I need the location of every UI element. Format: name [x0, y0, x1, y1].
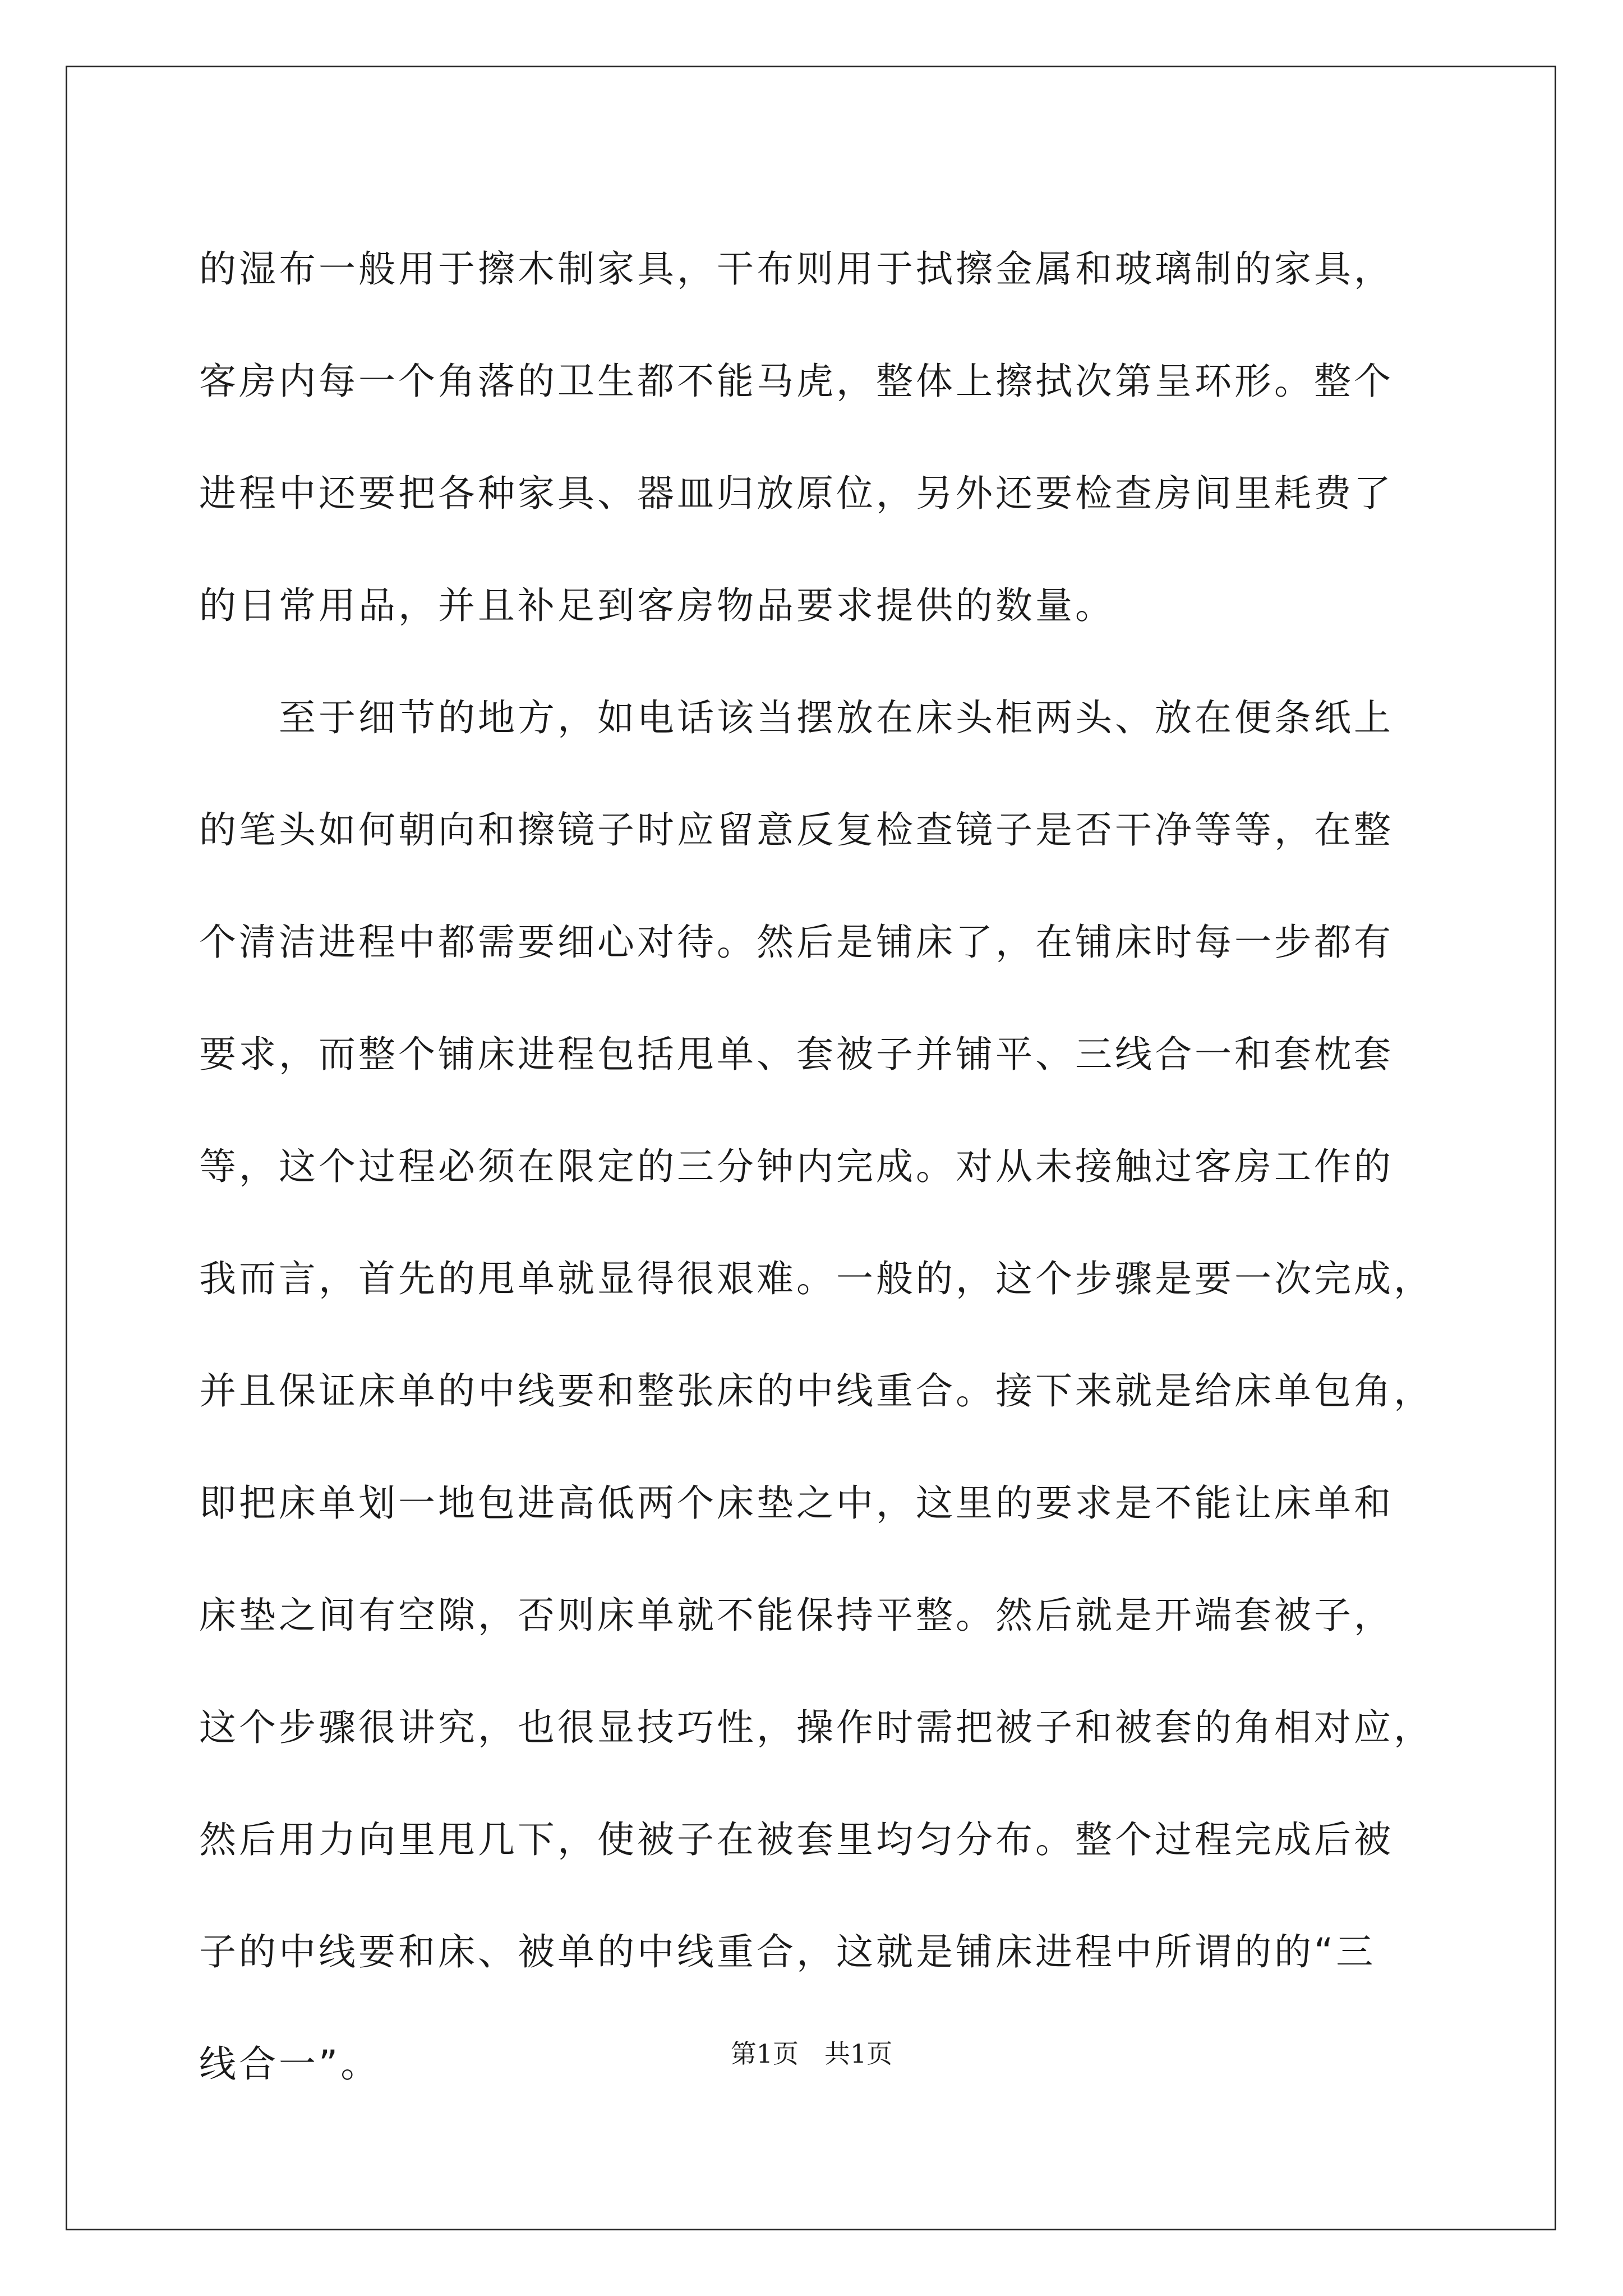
text-line: 的湿布一般用于擦木制家具，干布则用于拭擦金属和玻璃制的家具， [199, 247, 1394, 291]
text-line: 这个步骤很讲究，也很显技巧性，操作时需把被子和被套的角相对应， [199, 1706, 1433, 1749]
text-line: 并且保证床单的中线要和整张床的中线重合。接下来就是给床单包角， [199, 1369, 1433, 1412]
text-line: 的笔头如何朝向和擦镜子时应留意反复检查镜子是否干净等等，在整 [199, 808, 1394, 852]
text-line: 进程中还要把各种家具、器皿归放原位，另外还要检查房间里耗费了 [199, 472, 1394, 515]
text-line: 然后用力向里甩几下，使被子在被套里均匀分布。整个过程完成后被 [199, 1818, 1394, 1861]
text-line: 床垫之间有空隙，否则床单就不能保持平整。然后就是开端套被子， [199, 1594, 1394, 1637]
page-number-footer: 第1页 共1页 [730, 2039, 893, 2069]
text-line: 要求，而整个铺床进程包括甩单、套被子并铺平、三线合一和套枕套 [199, 1033, 1394, 1076]
text-line: 等，这个过程必须在限定的三分钟内完成。对从未接触过客房工作的 [199, 1145, 1394, 1188]
text-line: 线合一”。 [199, 2042, 381, 2086]
text-line: 个清洁进程中都需要细心对待。然后是铺床了，在铺床时每一步都有 [199, 921, 1394, 964]
text-line: 至于细节的地方，如电话该当摆放在床头柜两头、放在便条纸上 [199, 696, 1394, 739]
text-line: 客房内每一个角落的卫生都不能马虎，整体上擦拭次第呈环形。整个 [199, 360, 1394, 403]
text-line: 的日常用品，并且补足到客房物品要求提供的数量。 [199, 584, 1115, 627]
document-body [199, 213, 1455, 2120]
text-line: 子的中线要和床、被单的中线重合，这就是铺床进程中所谓的的“三 [199, 1930, 1376, 1973]
text-line: 即把床单划一地包进高低两个床垫之中，这里的要求是不能让床单和 [199, 1481, 1394, 1525]
text-line: 我而言，首先的甩单就显得很艰难。一般的，这个步骤是要一次完成， [199, 1257, 1433, 1300]
